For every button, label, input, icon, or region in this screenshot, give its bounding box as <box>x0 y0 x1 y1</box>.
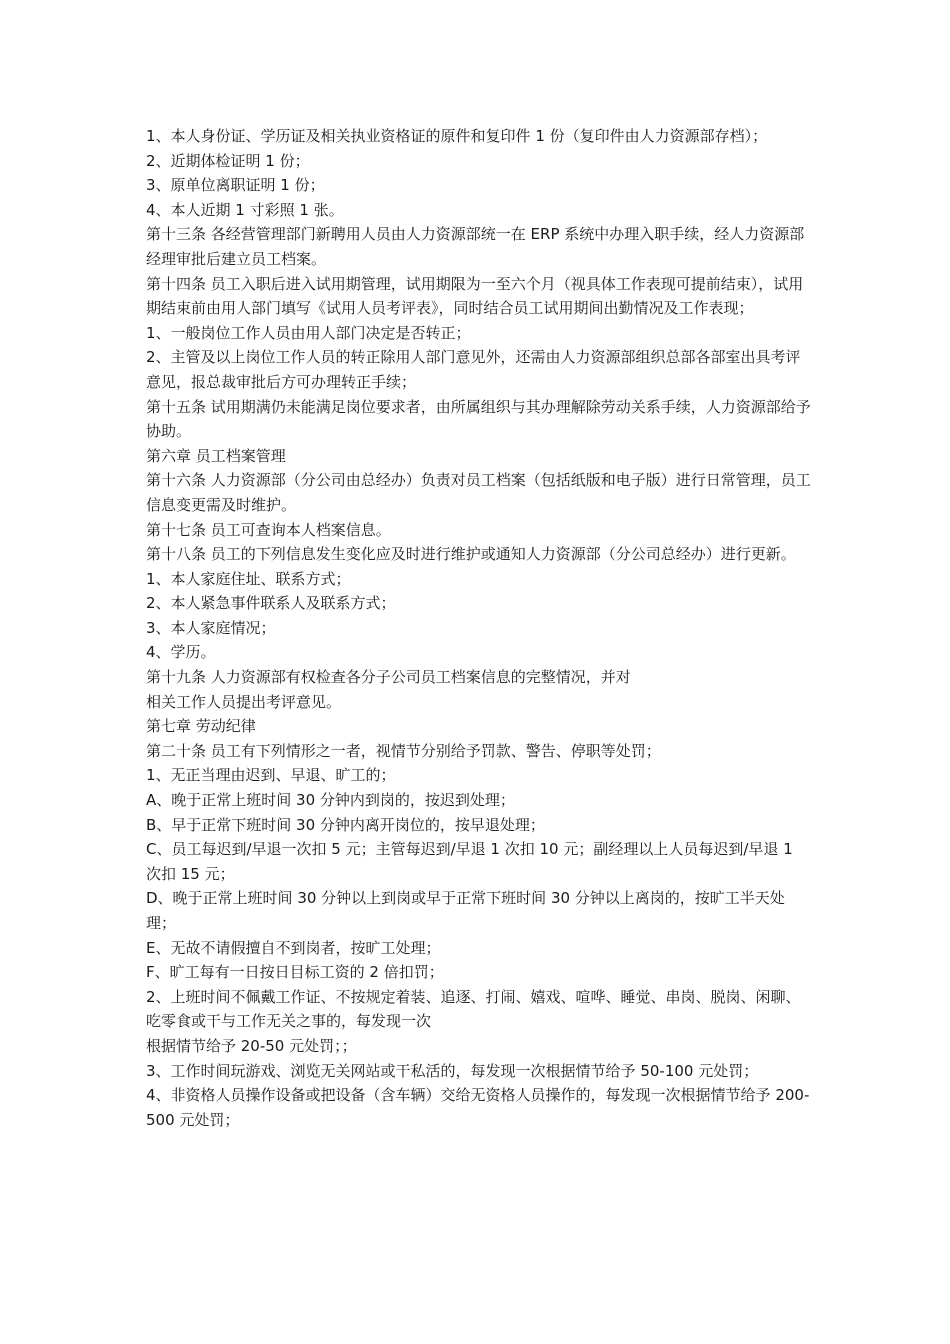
article-paragraph: 第十八条 员工的下列信息发生变化应及时进行维护或通知人力资源部（分公司总经办）进行更新。 <box>146 545 796 564</box>
document-body <box>146 124 812 1132</box>
list-item: E、无故不请假擅自不到岗者，按旷工处理； <box>146 938 441 957</box>
list-item: 4、学历。 <box>146 643 216 662</box>
list-item: F、旷工每有一日按日目标工资的 2 倍扣罚； <box>146 963 444 982</box>
list-item: 4、本人近期 1 寸彩照 1 张。 <box>146 200 344 219</box>
list-item: 1、无正当理由迟到、早退、旷工的； <box>146 766 396 785</box>
article-paragraph: 第十四条 员工入职后进入试用期管理，试用期限为一至六个月（视具体工作表现可提前结束），试用期结束前由用人部门填写《试用人员考评表》，同时结合员工试用期间出勤情况及工作表现； <box>146 274 804 318</box>
list-item: 3、原单位离职证明 1 份； <box>146 176 325 195</box>
list-item: A、晚于正常上班时间 30 分钟内到岗的，按迟到处理； <box>146 791 515 810</box>
list-item: 2、上班时间不佩戴工作证、不按规定着装、追逐、打闹、嬉戏、喧哗、睡觉、串岗、脱岗、闲聊、吃零食或干与工作无关之事的，每发现一次 <box>146 987 801 1031</box>
article-paragraph: 相关工作人员提出考评意见。 <box>146 692 342 711</box>
list-item: 1、本人身份证、学历证及相关执业资格证的原件和复印件 1 份（复印件由人力资源部存档）； <box>146 127 768 145</box>
list-item: 1、一般岗位工作人员由用人部门决定是否转正； <box>146 323 471 342</box>
list-item: B、早于正常下班时间 30 分钟内离开岗位的，按早退处理； <box>146 815 545 834</box>
list-item: 3、工作时间玩游戏、浏览无关网站或干私活的，每发现一次根据情节给予 50-100 元处罚； <box>146 1061 759 1080</box>
list-item: 4、非资格人员操作设备或把设备（含车辆）交给无资格人员操作的，每发现一次根据情节给予 200-500 元处罚； <box>146 1086 810 1129</box>
list-item: D、晚于正常上班时间 30 分钟以上到岗或早于正常下班时间 30 分钟以上离岗的，按旷工半天处理； <box>146 889 785 932</box>
list-item: 1、本人家庭住址、联系方式； <box>146 569 351 588</box>
article-paragraph: 第十九条 人力资源部有权检查各分子公司员工档案信息的完整情况，并对 <box>146 668 631 687</box>
article-paragraph: 第十三条 各经营管理部门新聘用人员由人力资源部统一在 ERP 系统中办理入职手续，经人力资源部经理审批后建立员工档案。 <box>146 225 805 268</box>
article-paragraph: 第十五条 试用期满仍未能满足岗位要求者，由所属组织与其办理解除劳动关系手续，人力资源部给予协助。 <box>146 397 811 441</box>
list-item: 2、主管及以上岗位工作人员的转正除用人部门意见外，还需由人力资源部组织总部各部室出具考评意见，报总裁审批后方可办理转正手续； <box>146 348 801 391</box>
article-paragraph: 第十六条 人力资源部（分公司由总经办）负责对员工档案（包括纸版和电子版）进行日常管理，员工信息变更需及时维护。 <box>146 471 811 514</box>
article-paragraph: 第十七条 员工可查询本人档案信息。 <box>146 520 391 539</box>
article-paragraph: 第二十条 员工有下列情形之一者，视情节分别给予罚款、警告、停职等处罚； <box>146 741 661 760</box>
list-item: 2、近期体检证明 1 份； <box>146 151 310 170</box>
list-item: 3、本人家庭情况； <box>146 618 276 637</box>
list-item: C、员工每迟到/早退一次扣 5 元；主管每迟到/早退 1 次扣 10 元；副经理以上人员每迟到/早退 1 次扣 15 元； <box>146 840 793 883</box>
list-item: 根据情节给予 20-50 元处罚；； <box>146 1036 357 1055</box>
list-item: 2、本人紧急事件联系人及联系方式； <box>146 594 396 613</box>
chapter-heading: 第七章 劳动纪律 <box>146 717 256 736</box>
chapter-heading: 第六章 员工档案管理 <box>146 446 286 465</box>
